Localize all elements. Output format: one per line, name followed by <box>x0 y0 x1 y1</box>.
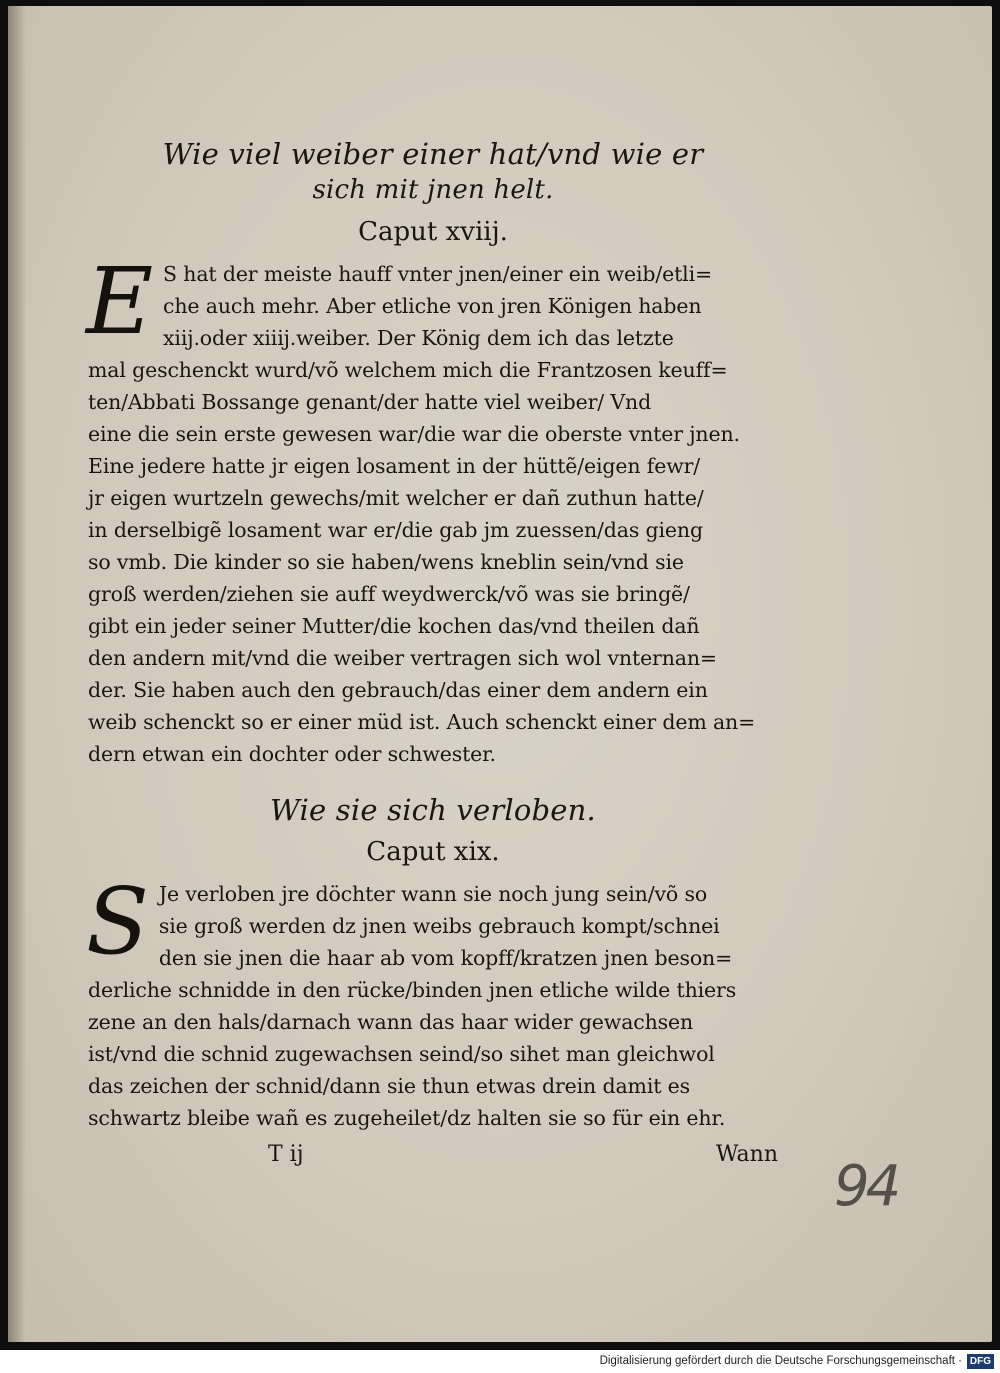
chapter-number: Caput xix. <box>366 837 500 867</box>
handwritten-folio-number: 94 <box>834 1154 898 1219</box>
paragraph-line: eine die sein erste gewesen war/die war die oberste vnter jnen. <box>88 422 740 446</box>
paragraph-line: S hat der meiste hauff vnter jnen/einer ein weib/etli= <box>163 262 713 286</box>
paragraph-line: gibt ein jeder seiner Mutter/die kochen das/vnd theilen dañ <box>88 614 700 638</box>
dfg-logo: DFG <box>967 1354 994 1369</box>
catchword: Wann <box>715 1142 778 1167</box>
paragraph-line: den sie jnen die haar ab vom kopff/kratzen jnen beson= <box>158 946 733 970</box>
paragraph-line: mal geschenckt wurd/võ welchem mich die Frantzosen keuff= <box>88 358 728 382</box>
paragraph-line: der. Sie haben auch den gebrauch/das einer dem andern ein <box>88 678 708 702</box>
paragraph-line: zene an den hals/darnach wann das haar wider gewachsen <box>88 1010 694 1034</box>
paragraph-line: schwartz bleibe wañ es zugeheilet/dz halten sie so für ein ehr. <box>88 1106 726 1130</box>
paragraph-line: jr eigen wurtzeln gewechs/mit welcher er dañ zuthun hatte/ <box>88 486 704 510</box>
paragraph-line: dern etwan ein dochter oder schwester. <box>88 742 496 766</box>
funding-credit: Digitalisierung gefördert durch die Deutsche Forschungsgemeinschaft · <box>599 1355 962 1367</box>
page-text <box>88 136 778 1172</box>
paragraph-line: sie groß werden dz jnen weibs gebrauch kompt/schnei <box>158 914 720 938</box>
page-gutter <box>8 6 26 1342</box>
paragraph-line: ten/Abbati Bossange genant/der hatte viel weiber/ Vnd <box>88 390 652 414</box>
decorated-initial: S <box>86 868 149 975</box>
paragraph-line: in derselbigẽ losament war er/die gab jm zuessen/das gieng <box>88 518 703 542</box>
paragraph-2 <box>86 868 778 1134</box>
decorated-initial: E <box>86 248 154 355</box>
chapter-heading-line1: Wie viel weiber einer hat/vnd wie er <box>162 137 704 171</box>
paragraph-1 <box>86 248 778 770</box>
paragraph-line: den andern mit/vnd die weiber vertragen sich wol vnternan= <box>88 646 717 670</box>
catch-line <box>88 1138 778 1172</box>
chapter-heading-line2: sich mit jnen helt. <box>312 175 554 205</box>
paragraph-line: Eine jedere hatte jr eigen losament in der hüttẽ/eigen fewr/ <box>88 454 701 478</box>
signature-mark: T ij <box>268 1142 304 1167</box>
paragraph-line: che auch mehr. Aber etliche von jren Königen haben <box>163 294 702 318</box>
chapter-heading: Wie sie sich verloben. <box>270 793 596 827</box>
paragraph-line: Je verloben jre döchter wann sie noch jung sein/võ so <box>158 882 708 906</box>
paragraph-line: ist/vnd die schnid zugewachsen seind/so sihet man gleichwol <box>88 1042 715 1066</box>
digitization-footer <box>0 1350 1000 1373</box>
paragraph-line: so vmb. Die kinder so sie haben/wens kneblin sein/vnd sie <box>88 550 684 574</box>
book-page <box>8 6 992 1342</box>
section-2 <box>88 792 778 1172</box>
paragraph-line: xiij.oder xiiij.weiber. Der König dem ich das letzte <box>163 326 674 350</box>
paragraph-line: derliche schnidde in den rücke/binden jnen etliche wilde thiers <box>88 978 737 1002</box>
paragraph-line: weib schenckt so er einer müd ist. Auch schenckt einer dem an= <box>88 710 756 734</box>
paragraph-line: groß werden/ziehen sie auff weydwerck/võ was sie bringẽ/ <box>88 582 690 606</box>
chapter-number: Caput xviij. <box>358 217 508 247</box>
paragraph-line: das zeichen der schnid/dann sie thun etwas drein damit es <box>88 1074 691 1098</box>
